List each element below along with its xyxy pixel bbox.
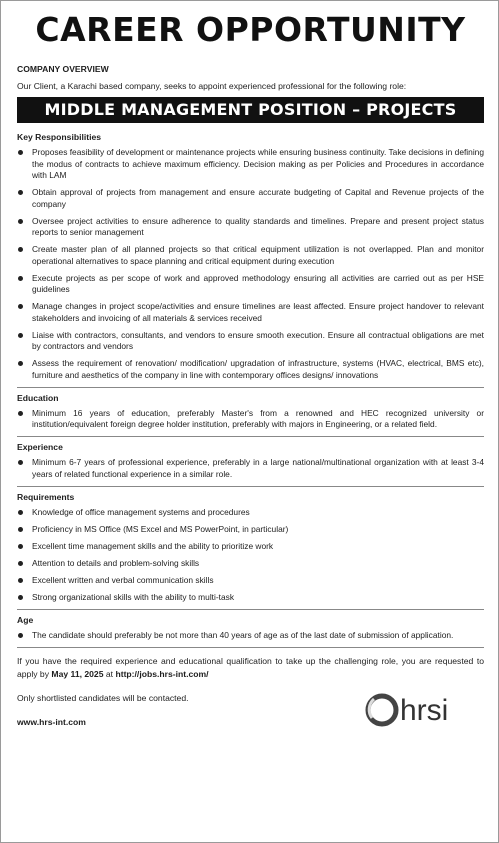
bullet-icon (18, 276, 23, 281)
responsibilities-section (17, 131, 484, 381)
requirements-title: Requirements (17, 491, 75, 502)
requirements-section (17, 486, 484, 604)
list-item (17, 575, 484, 587)
list-item (17, 541, 484, 553)
company-overview-text: Our Client, a Karachi based company, seeks to appoint experienced professional for the following role: (17, 81, 407, 91)
bullet-icon (18, 219, 23, 224)
list-item-text: Minimum 6-7 years of professional experience, preferably in a large national/multinational organization with at least 3-4 years of related functional experience in a similar role. (32, 457, 484, 479)
age-section (17, 609, 484, 642)
bullet-icon (18, 561, 23, 566)
bullet-icon (18, 411, 23, 416)
list-item (17, 558, 484, 570)
list-item-text: Manage changes in project scope/activities and ensure timelines are least affected. Ensure project handover to relevant stakeholders and invoicing of all materials & services received (32, 301, 484, 323)
bullet-icon (18, 247, 23, 252)
bullet-icon (18, 510, 23, 515)
apply-text: If you have the required experience and educational qualification to take up the challenging role, you are requested to apply by (17, 656, 484, 679)
list-item (17, 507, 484, 519)
bullet-icon (18, 304, 23, 309)
list-item (17, 330, 484, 353)
ad-content (17, 63, 484, 728)
bullet-icon (18, 190, 23, 195)
education-list (17, 408, 484, 431)
experience-title: Experience (17, 442, 63, 452)
apply-instructions (17, 655, 484, 680)
bullet-icon (18, 595, 23, 600)
responsibilities-title: Key Responsibilities (17, 132, 102, 142)
list-item (17, 301, 484, 324)
responsibilities-list (17, 147, 484, 381)
bullet-icon (18, 150, 23, 155)
list-item-text: Liaise with contractors, consultants, and vendors to ensure smooth execution. Ensure all contractual obligations are met by contractors and vendors (32, 329, 484, 351)
list-item-text: Oversee project activities to ensure adherence to quality standards and timelines. Prepare and present project status reports to senior management (32, 215, 484, 237)
list-item (17, 187, 484, 210)
bullet-icon (18, 527, 23, 532)
list-item-text: The candidate should preferably be not more than 40 years of age as of the last date of submission of application. (32, 629, 454, 640)
bullet-icon (18, 361, 23, 366)
apply-text-middle: at (103, 668, 116, 679)
list-item (17, 147, 484, 182)
age-list (17, 630, 484, 642)
position-banner: MIDDLE MANAGEMENT POSITION – PROJECTS (17, 97, 484, 123)
education-title: Education (17, 392, 59, 403)
list-item-text: Proposes feasibility of development or maintenance projects while ensuring business continuity. Take decisions in defining the modus of contracts to achieve maximum efficiency. Decision making as per Policies and Procedures in accordance with LAM (32, 147, 484, 180)
shortlist-note: Only shortlisted candidates will be contacted. (17, 693, 189, 703)
experience-list (17, 457, 484, 480)
bullet-icon (18, 578, 23, 583)
list-item (17, 457, 484, 480)
list-item (17, 244, 484, 267)
list-item (17, 408, 484, 431)
list-item-text: Attention to details and problem-solving skills (32, 557, 200, 568)
age-title: Age (17, 614, 34, 625)
page-title: CAREER OPPORTUNITY (35, 10, 466, 49)
apply-section (17, 647, 484, 728)
apply-url-link[interactable]: http://jobs.hrs-int.com/ (115, 668, 209, 679)
list-item (17, 524, 484, 536)
bullet-icon (18, 544, 23, 549)
list-item-text: Obtain approval of projects from management and ensure accurate budgeting of Capital and Revenue projects of the company (32, 187, 484, 209)
list-item-text: Knowledge of office management systems and procedures (32, 506, 250, 517)
list-item-text: Proficiency in MS Office (MS Excel and MS PowerPoint, in particular) (32, 523, 289, 534)
hrsi-logo (364, 690, 484, 730)
website-link[interactable]: www.hrs-int.com (17, 717, 86, 727)
list-item (17, 358, 484, 381)
list-item-text: Create master plan of all planned projects so that critical equipment utilization is not overlapped. Plan and monitor operational alternatives to space planning and critical equipment during execution (32, 244, 484, 266)
list-item (17, 273, 484, 296)
apply-deadline: May 11, 2025 (51, 668, 104, 679)
list-item (17, 592, 484, 604)
list-item-text: Excellent time management skills and the ability to prioritize work (32, 540, 274, 551)
list-item-text: Execute projects as per scope of work and approved methodology ensuring all activities are carried out as per HSE guidelines (32, 272, 484, 294)
requirements-list (17, 507, 484, 604)
list-item-text: Excellent written and verbal communication skills (32, 574, 214, 585)
bullet-icon (18, 460, 23, 465)
list-item-text: Minimum 16 years of education, preferably Master's from a renowned and HEC recognized university or institution/equivalent foreign degree holder institution, preferably with majors in Engineering, or a related field. (32, 407, 484, 429)
list-item-text: Assess the requirement of renovation/ modification/ upgradation of infrastructure, systems (HVAC, electrical, BMS etc), furniture and aesthetics of the company in line with contemporary offices designs/ innovations (32, 358, 484, 380)
list-item (17, 216, 484, 239)
list-item (17, 630, 484, 642)
list-item-text: Strong organizational skills with the ability to multi-task (32, 591, 235, 602)
company-overview-label: COMPANY OVERVIEW (17, 64, 109, 74)
bullet-icon (18, 633, 23, 638)
education-section (17, 387, 484, 431)
bullet-icon (18, 333, 23, 338)
logo-wordmark: hrsi (400, 694, 449, 727)
experience-section (17, 436, 484, 480)
